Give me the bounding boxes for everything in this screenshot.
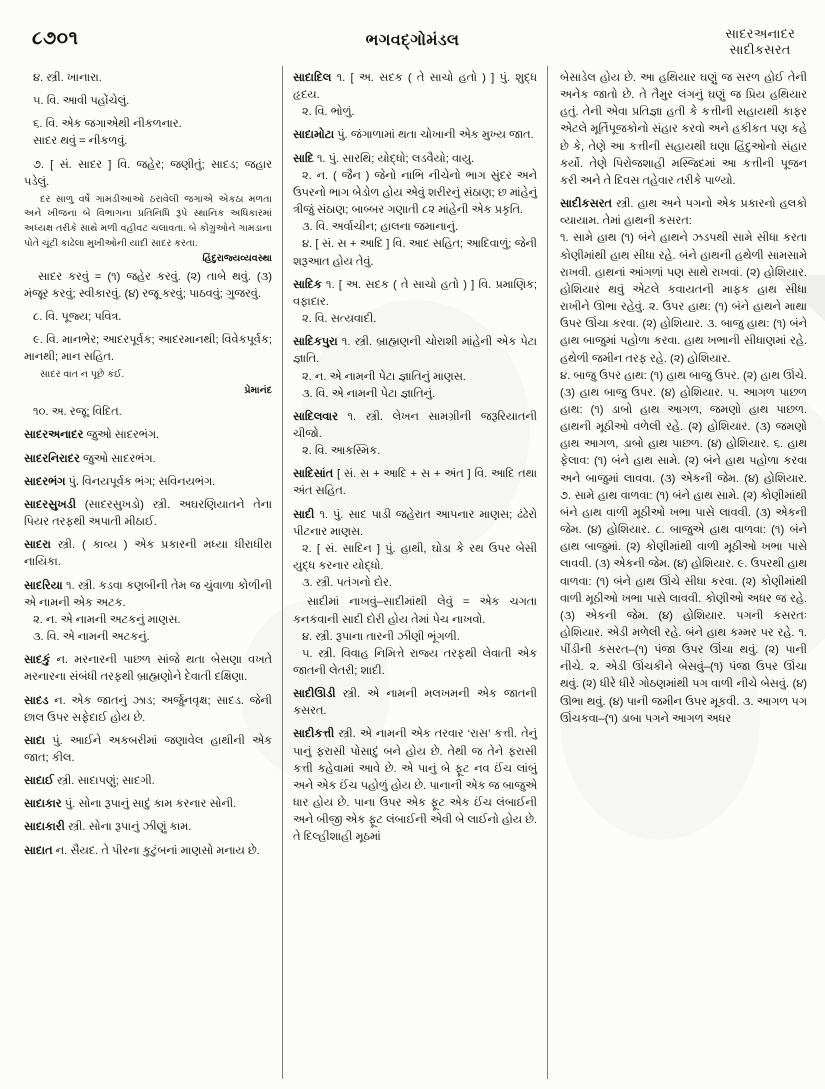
headword: સાદિલવાર (292, 410, 338, 423)
headword: સાદરા (24, 539, 51, 552)
entry (24, 309, 272, 326)
sense: ૩. સ્ત્રી. પતંગનો દોર. (301, 577, 392, 590)
headword-entry (24, 733, 272, 767)
sense: ૭. [ સં. સાદર ] વિ. જહેર; જણીતું; સાદડ; જહાર પડેલું. (24, 158, 272, 188)
headword-entry (24, 578, 272, 647)
column-one (24, 70, 282, 1081)
text-columns (24, 70, 807, 1081)
sense: ૪. સ્ત્રી. રૂપાના તારની ઝીણી ભૂંગળી. (301, 630, 460, 643)
definition: ૧. [ અ. સદક ( તે સાચો હતો ) ] વિ. પ્રમાણિક; વફાદાર. (292, 278, 538, 308)
definition: પું. સોના રૂપાનું સાદું કામ કરનાર સોની. (61, 798, 237, 811)
definition: ૧. સ્ત્રી. કડવા કણબીની તેમ જ ચુંવાળા કોળીની એ નામની એક અટક. (24, 579, 272, 609)
headword-entry (293, 409, 537, 460)
headword: સાદડ (24, 694, 49, 707)
sense: ૨. વિ. ભોળું. (301, 106, 355, 119)
entry (24, 157, 272, 303)
headword: સાદરઅનાદર (24, 429, 84, 442)
headword: સાદરસુખડી (24, 498, 76, 511)
headword: સાદિક (292, 278, 322, 291)
definition: ૧. સ્ત્રી. લેખન સામગ્રીની જરૂરિયાતની ચીજો. (292, 410, 538, 440)
idiom: સાદર થવું = નીકળવું. (33, 135, 128, 148)
sense: ૩. વિ. એ નામની પેટા જ્ઞાતિનું. (301, 387, 436, 400)
definition: ૧. [ અ. સદક ( તે સાચો હતો ) ] પું. શુદ્ધ હૃદય. (292, 72, 538, 102)
headword-entry (293, 507, 537, 681)
definition: સ્ત્રી. એ નામની મલખમની એક જાતની કસરત. (292, 688, 538, 718)
headword-entry (24, 693, 272, 727)
headword: સાદીકસરત (560, 198, 612, 211)
headword-entry (24, 537, 272, 571)
definition: પું. આઈને અકબરીમાં જણાવેલ હાથીની એક જાત; કીલ. (24, 734, 272, 764)
sense: ૩. વિ. અર્વાચીન; હાલના જમાનાનું. (301, 221, 459, 234)
sense: ૨. વિ. સત્યવાદી. (301, 313, 377, 326)
sense: ૮. વિ. પૂજ્ય; પવિત્ર. (33, 310, 122, 323)
sense: ૧. સામે હાથ (૧) બંને હાથને ઝડપથી સામે સીધા કરતા કોણીમાંથી હાથ સીધા રહે. બંને હાથની હથેળી સામસામે રાખવી. હાથનાં આંગળાં પણ સાથે રાખવાં. (૨) હોશિયાર. હોશિયાર થવું એટલે કવાયતની માફક હાથ સીધા રાખીને ઊભા રહેવું. ૨. ઉપર હાથ: (૧) બંને હાથને માથા ઉપર ઊંચા કરવા. (૨) હોશિયાર. ૩. બાજુ હાથ: (૧) બંને હાથ બાજુમાં પહોળા કરવા. હાથ ખભાની સીધાણમાં રહે. હથેળી જમીન તરફ રહે. (૨) હોશિયાર. (560, 232, 807, 365)
sense: ૩. વિ. એ નામની અટકનું. (33, 631, 150, 644)
entry (24, 116, 272, 150)
entry-continuation (560, 70, 807, 190)
sense: ૯. વિ. માનભેર; આદરપૂર્વક; આદરમાનથી; વિવેકપૂર્વક; માનથી; માન સહિત. (24, 334, 272, 364)
headword-entry (293, 151, 537, 271)
definition: ૧. સ્ત્રી. બ્રાહ્મણની ચોરાશી માંહેની એક પેટા જ્ઞાતિ. (292, 336, 538, 366)
definition: ૧. પું. સારથિ; યોદ્ધો; લડવૈયો; વાયુ. (313, 152, 475, 165)
definition: સ્ત્રી. એ નામની એક તરવાર ‘રાસ’ કત્તી. તેનું પાનું ફરાસી પોસાદું બને હોય છે. તેથી જ તેને ફરાસી કત્તી કહેવામાં આવે છે. એ પાનું બે ફૂટ નવ ઈંચ લાંબું અને એક ઈંચ પહોળું હોય છે. પાનાની એક જ બાજુએ ધાર હોય છે. પાના ઉપર એક ફૂટ એક ઈંચ લંબાઈની અને બીજી એક ફૂટ લંબાઈની એવી બે લાઈનો હોય છે. તે દિલ્હીશાહી મૂઠમાં (292, 728, 538, 844)
headword: સાદિ (292, 152, 314, 165)
sense: ૨. [ સં. સાદિન ] પું. હાથી, ઘોડા કે રથ ઉપર બેસી યુદ્ધ કરનાર યોદ્ધો. (292, 542, 538, 573)
idiom: સાદર કરવું = (૧) જહેર કરવું. (૨) તાબે થવું. (૩) મંજૂર કરવું; સ્વીકારવું. (૪) રજૂ કરવું; પાઠવવું; ગુજરવું. (24, 270, 272, 300)
headword: સાદાદિલ (292, 72, 332, 84)
headword: સાદરનિરાદર (24, 452, 80, 465)
definition: સ્ત્રી. હાથ અને પગનો એક પ્રકારનો હલકો વ્યાયામ. તેમાં હાથની કસરત: (560, 198, 807, 228)
headword: સાદીકત્તી (292, 728, 335, 741)
definition: ન. સૈયદ. તે પીરના કુટુંબનાં માણસો મનાય છે. (52, 844, 260, 857)
headword-entry (293, 277, 537, 328)
headword-entry (293, 334, 537, 403)
sense: ૧૦. અ. રજૂ; વિદિત. (33, 406, 122, 419)
definition: (સાદરસુખડો) સ્ત્રી. અઘરણિયાતને તેના પિયર તરફથી અપાતી મીઠાઈ. (24, 498, 272, 529)
sense: ૨. ન. ( જૈન ) જેનો નાભિ નીચેનો ભાગ સુંદર અને ઉપરનો ભાગ બેડોળ હોય એવું શરીરનું સંઠાણ; છ માંહેનું ત્રીજું સંઠાણ; બાબ્બર ગણાતી ૮૨ માંહેની એક પ્રકૃતિ. (292, 169, 538, 217)
headword: સાદાકારી (24, 821, 65, 834)
citation-source: પ્રેમાનંદ (244, 384, 272, 396)
column-three (548, 70, 807, 1081)
headword-entry (24, 497, 272, 531)
definition: પું. જંગાળામાં થતા ચોખાની એક મુખ્ય જાત. (334, 129, 534, 142)
definition: જુઓ સાદરભંગ. (79, 452, 156, 465)
headword: સાદાકાર (24, 798, 62, 811)
headword-entry (293, 466, 537, 500)
book-title: ભગવદ્‌ગોમંડલ (365, 32, 460, 49)
guide-word-last: સાદીકસરત (729, 42, 791, 58)
headword: સાદાઈ (24, 775, 54, 788)
headword-entry (560, 196, 807, 728)
sense: ૬. વિ. એક જગાએથી નીકળનાર. (33, 118, 182, 131)
headword-entry (24, 819, 272, 836)
headword: સાદામોટા (292, 129, 335, 142)
headword: સાદરિયા (24, 579, 63, 592)
citation-quote: સાદર વાત ન પૂછે કંઈ. (40, 369, 125, 381)
definition: જુઓ સાદરભંગ. (83, 429, 160, 442)
headword-entry (24, 843, 272, 860)
headword-entry (293, 726, 537, 846)
guide-word-first: સાદરઅનાદર (725, 26, 795, 41)
definition: [ સં. સ + આદિ + સ + અંત ] વિ. આદિ તથા અંત સહિત. (292, 468, 538, 498)
definition: ૧. પું. સાદ પાડી જહેરાત આપનાર માણસ; ઢંઢેરો પીટનાર માણસ. (292, 508, 538, 538)
sense: ૫. વિ. આવી પહોંચેલું. (33, 95, 130, 108)
headword: સાદી (292, 508, 315, 521)
headword: સાદિકપુરા (292, 336, 338, 349)
definition: બેસાડેલ હોય છે. આ હથિયાર ઘણું જ સરળ હોઈ તેની અનેક જાતો છે. તે તૈમુર લંગનું ઘણું જ પ્રિય હથિયાર હતું. તેની એવા પ્રતિજ્ઞા હતી કે કત્તીની સહાયથી કાફર એટલે મૂર્તિપૂજકોનો સંહાર કરવો અને હકીકત પણ કહે છે કે, તેણે આ કત્તીની સહાયથી ઘણા હિંદુઓનો સંહાર કર્યો. તેણે પિરોજશાહી મસ્જિદમાં આ કત્તીની પૂજન કરી અને તે દિવસ તહેવાર તરીકે પાળ્યો. (560, 72, 807, 187)
sense: ૪. સ્ત્રી. ખાનારા. (33, 72, 102, 84)
headword: સાદિસાંત (292, 468, 334, 481)
headword-entry (24, 652, 272, 686)
guide-words (725, 26, 795, 59)
entry (24, 70, 272, 87)
headword: સાદીઊડી (292, 688, 336, 701)
definition: સ્ત્રી. ( કાવ્ય ) એક પ્રકારની મધ્યા ધીરાધીરા નાયિકા. (24, 539, 272, 569)
definition: ન. એક જાતનું ઝાડ; અર્જુનવૃક્ષ; સાદડ. જેની છાલ ઉપર સફેદાઈ હોય છે. (24, 694, 272, 724)
sense: ૪. બાજુ ઉપર હાથ: (૧) હાથ બાજુ ઉપર. (૨) હાથ ઊંચે. (૩) હાથ બાજુ ઉપર. (૪) હોશિયાર. ૫. આગળ પાછળ હાથ: (૧) ડાબો હાથ આગળ, જમણો હાથ પાછળ. હાથની મૂઠીઓ વળેલી રહે. (૨) હોશિયાર. (૩) જમણો હાથ આગળ, ડાબો હાથ પાછળ. (૪) હોશિયાર. ૬. હાથ ફેલાવ: (૧) બંને હાથ સામે. (૨) બંને હાથ પહોળા કરવા અને બાજુમાં લાવવા. (૩) એકની જેમ. (૪) હોશિયાર. ૭. સામે હાથ વાળવા: (૧) બંને હાથ સામે. (૨) કોણીમાંથી બંને હાથ વાળી મૂઠીઓ ખભા પાસે લાવવી. (૩) એકની જેમ. (૪) હોશિયાર. ૮. બાજુએ હાથ વાળવા: (૧) બંને હાથ બાજુમાં. (૨) કોણીમાંથી વાળી મૂઠીઓ ખભા પાસે લાવવી. (૩) એકની જેમ. (૪) હોશિયાર. ૯. ઉપરથી હાથ વાળવા: (૧) બંને હાથ ઊંચે સીધા કરવા. (૨) કોણીમાંથી વાળી મૂઠીઓ ખભા પાસે લાવવી. કોણીઓ અધર જ રહે. (૩) એકની જેમ. (૪) હોશિયાર. પગની કસરતઃ હોશિયાર. એડી મળેલી રહે. બંને હાથ કમ્મર પર રહે. ૧. પીંડીની કસરત–(૧) પંજા ઉપર ઊંચા થવું. (૨) પાની નીચે. ૨. એડી ઊંચકીને બેસવું–(૧) પંજા ઉપર ઊંચા થવું. (૨) ધીરે ધીરે ગોઠણમાંથી પગ વાળી નીચે બેસવું. (૪) ઊભા થવું. (૪) પાની જમીન ઉપર મૂકવી. ૩. આગળ પગ ઊંચકવા–(૧) ડાબા પગને આગળ અધર (560, 369, 807, 725)
headword-entry (293, 686, 537, 720)
entry (24, 93, 272, 110)
sense: ૨. ન. એ નામની અટકનું માણસ. (33, 613, 181, 626)
headword: સાદાત (24, 844, 53, 857)
sense: ૨. ન. એ નામની પેટા જ્ઞાતિનું માણસ. (301, 370, 466, 383)
headword-entry (24, 427, 272, 444)
headword: સાદા (24, 734, 46, 747)
definition: સ્ત્રી. સાદાપણું; સાદગી. (53, 775, 155, 788)
headword-entry (293, 70, 537, 121)
sense: ૪. [ સં. સ + આદિ ] વિ. આદ સહિત; આદિવાળું; જેની શરૂઆત હોય તેવું. (292, 238, 538, 268)
sense: ૨. વિ. આકસ્મિક. (301, 445, 381, 458)
definition: સ્ત્રી. સોના રૂપાનું ઝીણું કામ. (64, 821, 192, 834)
page-number: ૮૭૦૧ (32, 28, 79, 49)
column-two (283, 70, 547, 1081)
citation-source: હિંદુરાજ્યવ્યવસ્થા (202, 253, 272, 265)
entry (24, 332, 272, 398)
definition: પું. વિનયપૂર્વક ભંગ; સવિનયભંગ. (65, 475, 216, 488)
headword-entry (24, 773, 272, 790)
sense: ૫. સ્ત્રી. વિવાહ નિમિત્તે રાજ્ય તરફથી લેવાતી એક જાતની લેતરી; શાદી. (292, 647, 538, 677)
headword-entry (24, 796, 272, 813)
entry (24, 404, 272, 421)
headword-entry (293, 127, 537, 144)
headword: સાદરભંગ (24, 475, 66, 488)
citation-quote: દર સાળુ વર્ષે ગામડીઆઓ ઠરાવેલી જગાએ એકઠા મળતા અને ખીજના બે વિભાગના પ્રતિનિધિ રૂપે સ્થાનિક અધિકારમાં અધ્યક્ષ તરીકે સાથે મળી વહીવટ ચલાવતા. બે કોંગ્રુઓને ગામડાના પોતે ચૂંટી કાઢેલા મુખીઓની યાદી સાદર કરતા. (24, 193, 272, 249)
headword-entry (24, 474, 272, 491)
headword-entry (24, 451, 272, 468)
definition: ન. મરનારની પાછળ સાંજે થતા બેસણા વખતે મરનારના સંબંધી તરફથી બ્રાહ્મણોને દેવાતી દક્ષિણા. (24, 654, 272, 684)
idiom: સાદીમાં નાખવું–સાદીમાંથી લેવું = એક ચગતા કનકવાની સાદી દોરી હોય તેમાં પેચ નાખવો. (292, 596, 538, 626)
headword: સાદકું (24, 654, 51, 667)
